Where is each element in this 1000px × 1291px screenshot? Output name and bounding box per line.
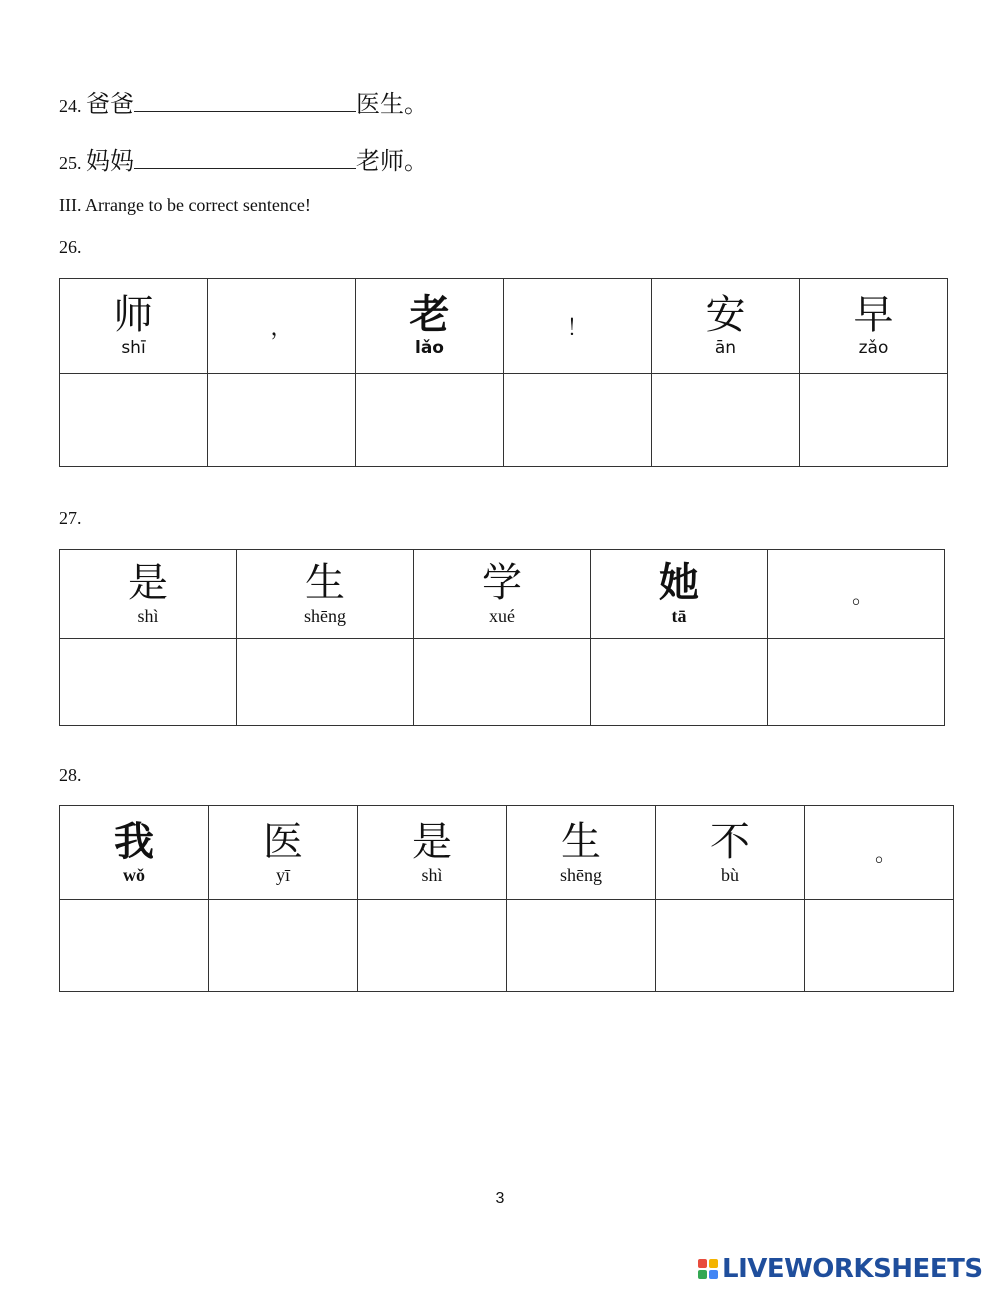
tile-pinyin: shēng: [304, 606, 346, 626]
word-tile[interactable]: [504, 279, 652, 374]
question-26-number: 26.: [59, 237, 82, 257]
answer-slot[interactable]: [504, 374, 652, 467]
tile-punctuation: ，: [270, 315, 293, 341]
word-tile[interactable]: [208, 279, 356, 374]
tile-row: [60, 806, 954, 900]
answer-slot[interactable]: [356, 374, 504, 467]
tile-pinyin: shēng: [560, 864, 602, 885]
answer-slot[interactable]: [800, 374, 948, 467]
answer-slot[interactable]: [805, 900, 954, 992]
tile-pinyin: tā: [671, 606, 687, 626]
tile-character: 不: [710, 818, 750, 865]
answer-row: [60, 900, 954, 992]
section-heading: III. Arrange to be correct sentence!: [59, 195, 311, 215]
tile-character: 医: [263, 818, 303, 865]
question-subject: 妈妈: [86, 147, 134, 175]
answer-slot[interactable]: [591, 639, 768, 726]
tile-pinyin: zǎo: [858, 338, 889, 358]
tile-character: 我: [114, 818, 154, 865]
tile-character: 生: [305, 560, 345, 606]
brand-mark-icon: [698, 1259, 718, 1279]
question-27-grid: [59, 549, 945, 726]
word-tile[interactable]: [652, 279, 800, 374]
tile-punctuation: 。: [851, 583, 874, 609]
tile-character: 她: [659, 560, 699, 606]
tile-pinyin: shì: [137, 606, 159, 626]
question-subject: 爸爸: [86, 90, 134, 118]
tile-pinyin: shì: [421, 864, 443, 885]
tile-pinyin: xué: [489, 606, 515, 626]
tile-character: 是: [128, 560, 168, 606]
mark-square: [709, 1270, 718, 1279]
word-tile[interactable]: [768, 550, 945, 639]
word-tile[interactable]: [591, 550, 768, 639]
answer-slot[interactable]: [768, 639, 945, 726]
answer-blank[interactable]: [134, 148, 356, 169]
brand-logo: [698, 1254, 983, 1284]
tile-row: [60, 550, 945, 639]
tile-character: 早: [853, 292, 894, 338]
answer-row: [60, 374, 948, 467]
mark-square: [698, 1259, 707, 1268]
tile-punctuation: 。: [874, 842, 897, 867]
question-24: [59, 84, 428, 119]
tile-character: 老: [409, 292, 450, 338]
mark-square: [698, 1270, 707, 1279]
tile-character: 学: [482, 560, 522, 606]
word-tile[interactable]: [507, 806, 656, 900]
word-tile[interactable]: [60, 279, 208, 374]
answer-slot[interactable]: [60, 639, 237, 726]
question-26-grid: [59, 278, 948, 467]
tile-character: 师: [113, 292, 154, 338]
word-tile[interactable]: [656, 806, 805, 900]
answer-slot[interactable]: [209, 900, 358, 992]
question-number: 25.: [59, 153, 82, 173]
mark-square: [709, 1259, 718, 1268]
answer-slot[interactable]: [507, 900, 656, 992]
tile-row: [60, 279, 948, 374]
word-tile[interactable]: [805, 806, 954, 900]
tile-punctuation: ！: [566, 315, 589, 341]
answer-slot[interactable]: [358, 900, 507, 992]
tile-pinyin: ān: [714, 338, 737, 358]
tile-character: 生: [561, 818, 601, 865]
word-tile[interactable]: [209, 806, 358, 900]
answer-blank[interactable]: [134, 91, 356, 112]
question-25: [59, 141, 428, 176]
answer-slot[interactable]: [60, 900, 209, 992]
word-tile[interactable]: [237, 550, 414, 639]
tile-pinyin: lǎo: [415, 338, 444, 358]
question-ending: 老师。: [356, 147, 428, 175]
answer-slot[interactable]: [652, 374, 800, 467]
answer-slot[interactable]: [237, 639, 414, 726]
question-number: 24.: [59, 96, 82, 116]
tile-pinyin: shī: [121, 338, 146, 358]
question-28-grid: [59, 805, 954, 992]
answer-slot[interactable]: [656, 900, 805, 992]
answer-slot[interactable]: [414, 639, 591, 726]
word-tile[interactable]: [800, 279, 948, 374]
tile-pinyin: wǒ: [123, 864, 145, 885]
page-number: 3: [495, 1190, 505, 1207]
brand-name: LIVEWORKSHEETS: [722, 1254, 983, 1284]
tile-character: 安: [705, 292, 746, 338]
answer-row: [60, 639, 945, 726]
question-27-number: 27.: [59, 508, 82, 528]
answer-slot[interactable]: [60, 374, 208, 467]
tile-character: 是: [412, 818, 452, 865]
word-tile[interactable]: [414, 550, 591, 639]
tile-pinyin: bù: [721, 864, 739, 885]
question-ending: 医生。: [356, 90, 428, 118]
word-tile[interactable]: [358, 806, 507, 900]
tile-pinyin: yī: [275, 864, 290, 885]
word-tile[interactable]: [356, 279, 504, 374]
answer-slot[interactable]: [208, 374, 356, 467]
word-tile[interactable]: [60, 550, 237, 639]
question-28-number: 28.: [59, 765, 82, 785]
word-tile[interactable]: [60, 806, 209, 900]
